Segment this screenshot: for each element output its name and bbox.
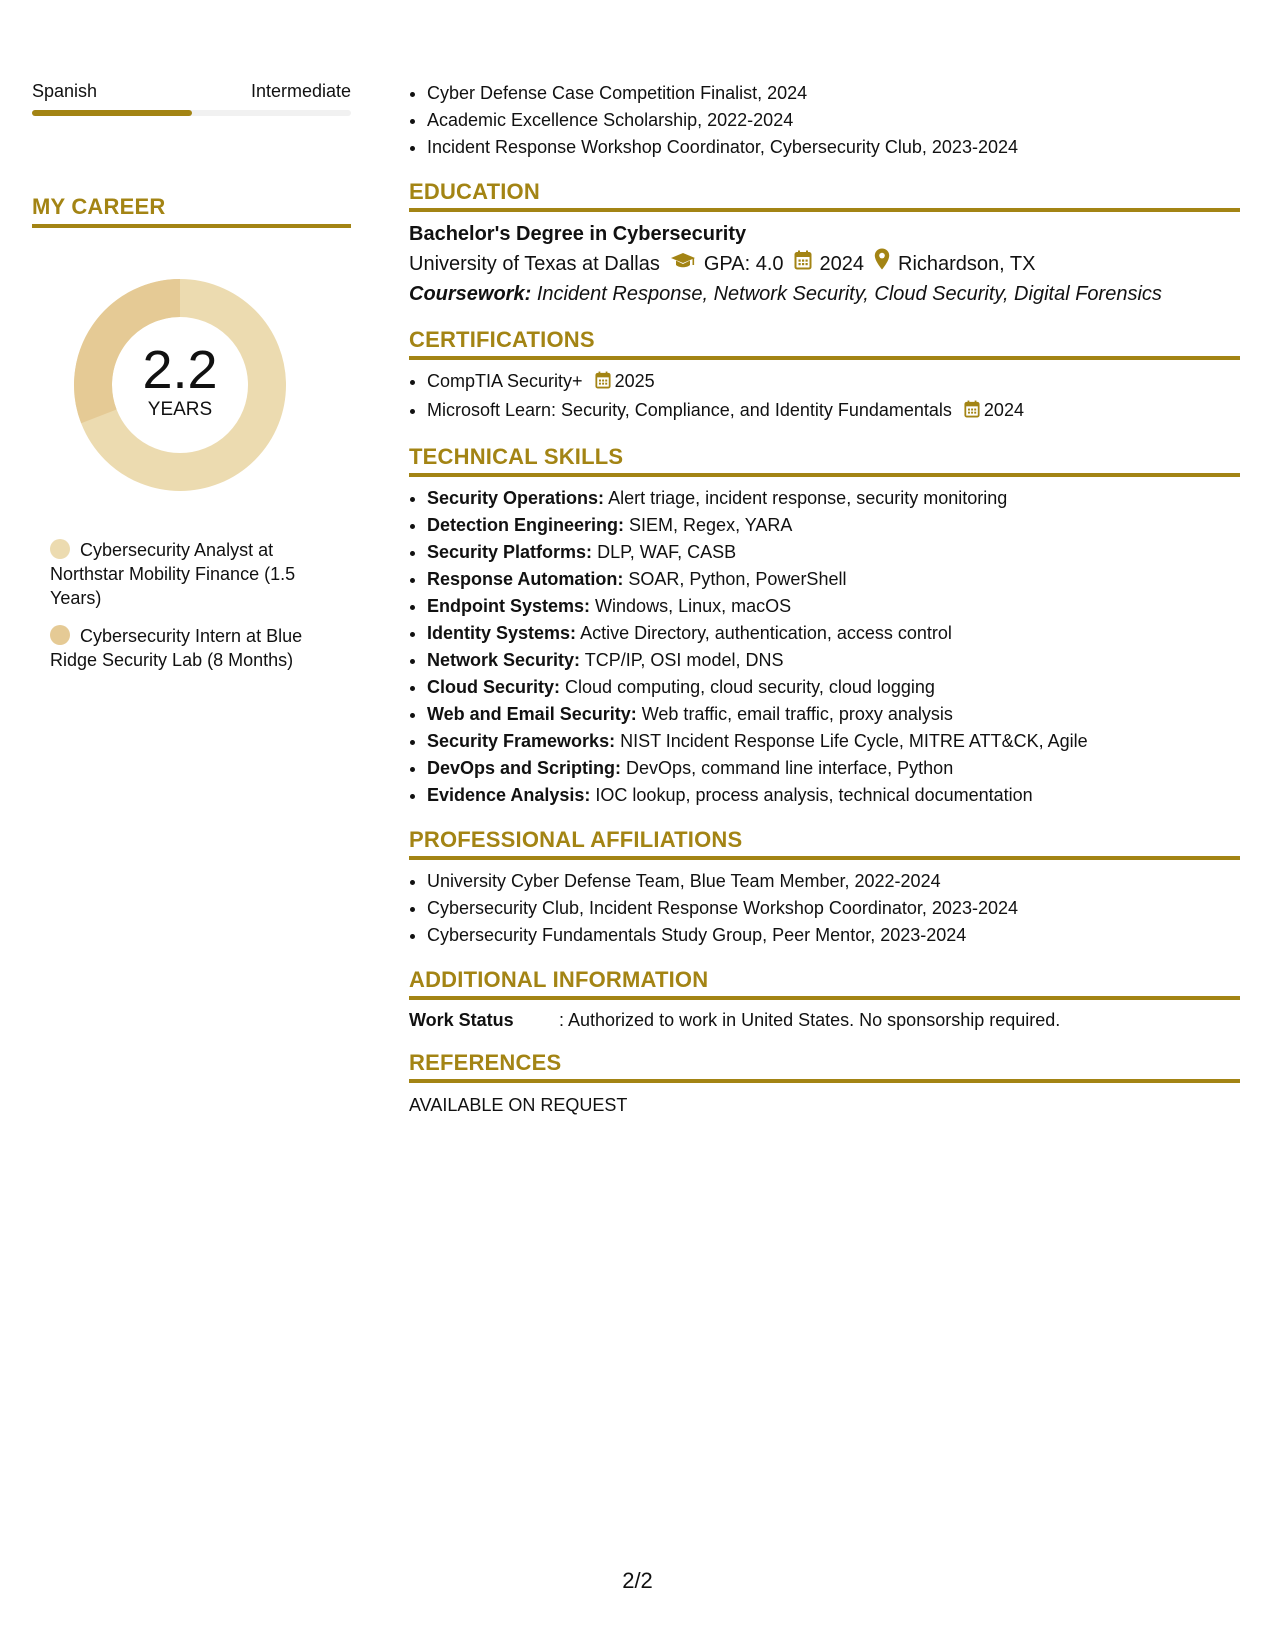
affiliation-item: • Cybersecurity Club, Incident Response Workshop Coordinator, 2023-2024 (427, 895, 1240, 922)
affiliation-item: • University Cyber Defense Team, Blue Team Member, 2022-2024 (427, 868, 1240, 895)
language-name: Spanish (32, 81, 98, 101)
certification-year: 2025 (614, 371, 655, 391)
school-location: Richardson, TX (898, 252, 1036, 275)
skill-item (427, 755, 1240, 782)
certification-year: 2024 (983, 400, 1024, 420)
skill-value: NIST Incident Response Life Cycle, MITRE ATT&CK, Agile (620, 731, 1088, 751)
skill-label: Security Frameworks: (427, 731, 616, 751)
legend-dot-icon (50, 625, 70, 645)
skill-value: Web traffic, email traffic, proxy analysis (641, 704, 953, 724)
skill-value: Windows, Linux, macOS (595, 596, 792, 616)
skill-item (427, 701, 1240, 728)
calendar-icon (794, 249, 812, 279)
award-item: • Academic Excellence Scholarship, 2022-2024 (427, 107, 1240, 134)
skill-label: Response Automation: (427, 569, 624, 589)
skill-label: Endpoint Systems: (427, 596, 591, 616)
career-donut-chart (65, 270, 295, 500)
award-item: • Cyber Defense Case Competition Finalist, 2024 (427, 80, 1240, 107)
coursework-label: Coursework: (409, 283, 532, 305)
work-status-label: Work Status (409, 1010, 514, 1030)
affiliations-list (409, 868, 1240, 949)
skill-label: DevOps and Scripting: (427, 758, 622, 778)
graduation-cap-icon (670, 249, 696, 279)
skill-label: Security Operations: (427, 488, 605, 508)
coursework (409, 279, 1240, 309)
skills-section-title: TECHNICAL SKILLS (409, 444, 1240, 477)
right-column (409, 80, 1240, 1117)
skill-label: Network Security: (427, 650, 581, 670)
skills-list (409, 485, 1240, 809)
skill-value: Alert triage, incident response, security monitoring (608, 488, 1008, 508)
career-total-unit: YEARS (147, 399, 213, 420)
additional-info-section-title: ADDITIONAL INFORMATION (409, 967, 1240, 1000)
skill-value: Active Directory, authentication, access control (580, 623, 952, 643)
school-name: University of Texas at Dallas (409, 252, 660, 275)
legend-dot-icon (50, 539, 70, 559)
career-legend-text: Cybersecurity Intern at Blue Ridge Security Lab (8 Months) (50, 626, 303, 670)
certifications-section-title: CERTIFICATIONS (409, 327, 1240, 360)
certification-name: CompTIA Security+ (427, 371, 583, 391)
skill-label: Identity Systems: (427, 623, 577, 643)
skill-value: TCP/IP, OSI model, DNS (584, 650, 784, 670)
skill-item (427, 485, 1240, 512)
education-details (409, 248, 1240, 279)
certification-name: Microsoft Learn: Security, Compliance, and Identity Fundamentals (427, 400, 952, 420)
calendar-icon (595, 370, 611, 397)
graduation-year: 2024 (819, 252, 865, 275)
page-number: 2/2 (622, 1568, 653, 1593)
skill-item (427, 674, 1240, 701)
affiliation-item: • Cybersecurity Fundamentals Study Group, Peer Mentor, 2023-2024 (427, 922, 1240, 949)
location-pin-icon (874, 248, 890, 279)
skill-label: Cloud Security: (427, 677, 561, 697)
references-section-title: REFERENCES (409, 1050, 1240, 1083)
skill-label: Security Platforms: (427, 542, 593, 562)
skill-value: DevOps, command line interface, Python (626, 758, 954, 778)
awards-list (409, 80, 1240, 161)
language-level: Intermediate (250, 81, 351, 101)
skill-item (427, 539, 1240, 566)
skill-value: DLP, WAF, CASB (597, 542, 737, 562)
career-legend-item (50, 624, 320, 672)
calendar-icon (964, 399, 980, 426)
skill-label: Evidence Analysis: (427, 785, 591, 805)
skill-item (427, 593, 1240, 620)
award-item: • Incident Response Workshop Coordinator, Cybersecurity Club, 2023-2024 (427, 134, 1240, 161)
certification-item (427, 368, 1240, 397)
skill-item (427, 782, 1240, 809)
degree-title: Bachelor's Degree in Cybersecurity (409, 223, 747, 245)
skill-item (427, 566, 1240, 593)
career-legend-text: Cybersecurity Analyst at Northstar Mobility Finance (1.5 Years) (50, 540, 296, 608)
skill-value: Cloud computing, cloud security, cloud logging (565, 677, 935, 697)
language-proficiency-bar (32, 110, 351, 116)
skill-value: SIEM, Regex, YARA (629, 515, 793, 535)
skill-item (427, 647, 1240, 674)
career-section-title: MY CAREER (32, 194, 351, 228)
coursework-list: Incident Response, Network Security, Cloud Security, Digital Forensics (536, 283, 1162, 305)
references-text: AVAILABLE ON REQUEST (409, 1095, 628, 1115)
skill-item (427, 620, 1240, 647)
certification-item (427, 397, 1240, 426)
skill-item (427, 728, 1240, 755)
language-proficiency-fill (32, 110, 192, 116)
education-section-title: EDUCATION (409, 179, 1240, 212)
skill-value: SOAR, Python, PowerShell (628, 569, 847, 589)
career-total-years: 2.2 (142, 340, 218, 400)
left-column (32, 80, 351, 686)
career-legend (50, 538, 320, 672)
skill-label: Web and Email Security: (427, 704, 637, 724)
work-status-row (409, 1008, 1240, 1032)
language-item (32, 80, 351, 116)
skill-label: Detection Engineering: (427, 515, 625, 535)
career-legend-item (50, 538, 320, 610)
skill-value: IOC lookup, process analysis, technical documentation (595, 785, 1033, 805)
work-status-value: : Authorized to work in United States. No sponsorship required. (559, 1010, 1061, 1030)
gpa: GPA: 4.0 (703, 252, 784, 275)
skill-item (427, 512, 1240, 539)
certifications-list (409, 368, 1240, 426)
affiliations-section-title: PROFESSIONAL AFFILIATIONS (409, 827, 1240, 860)
